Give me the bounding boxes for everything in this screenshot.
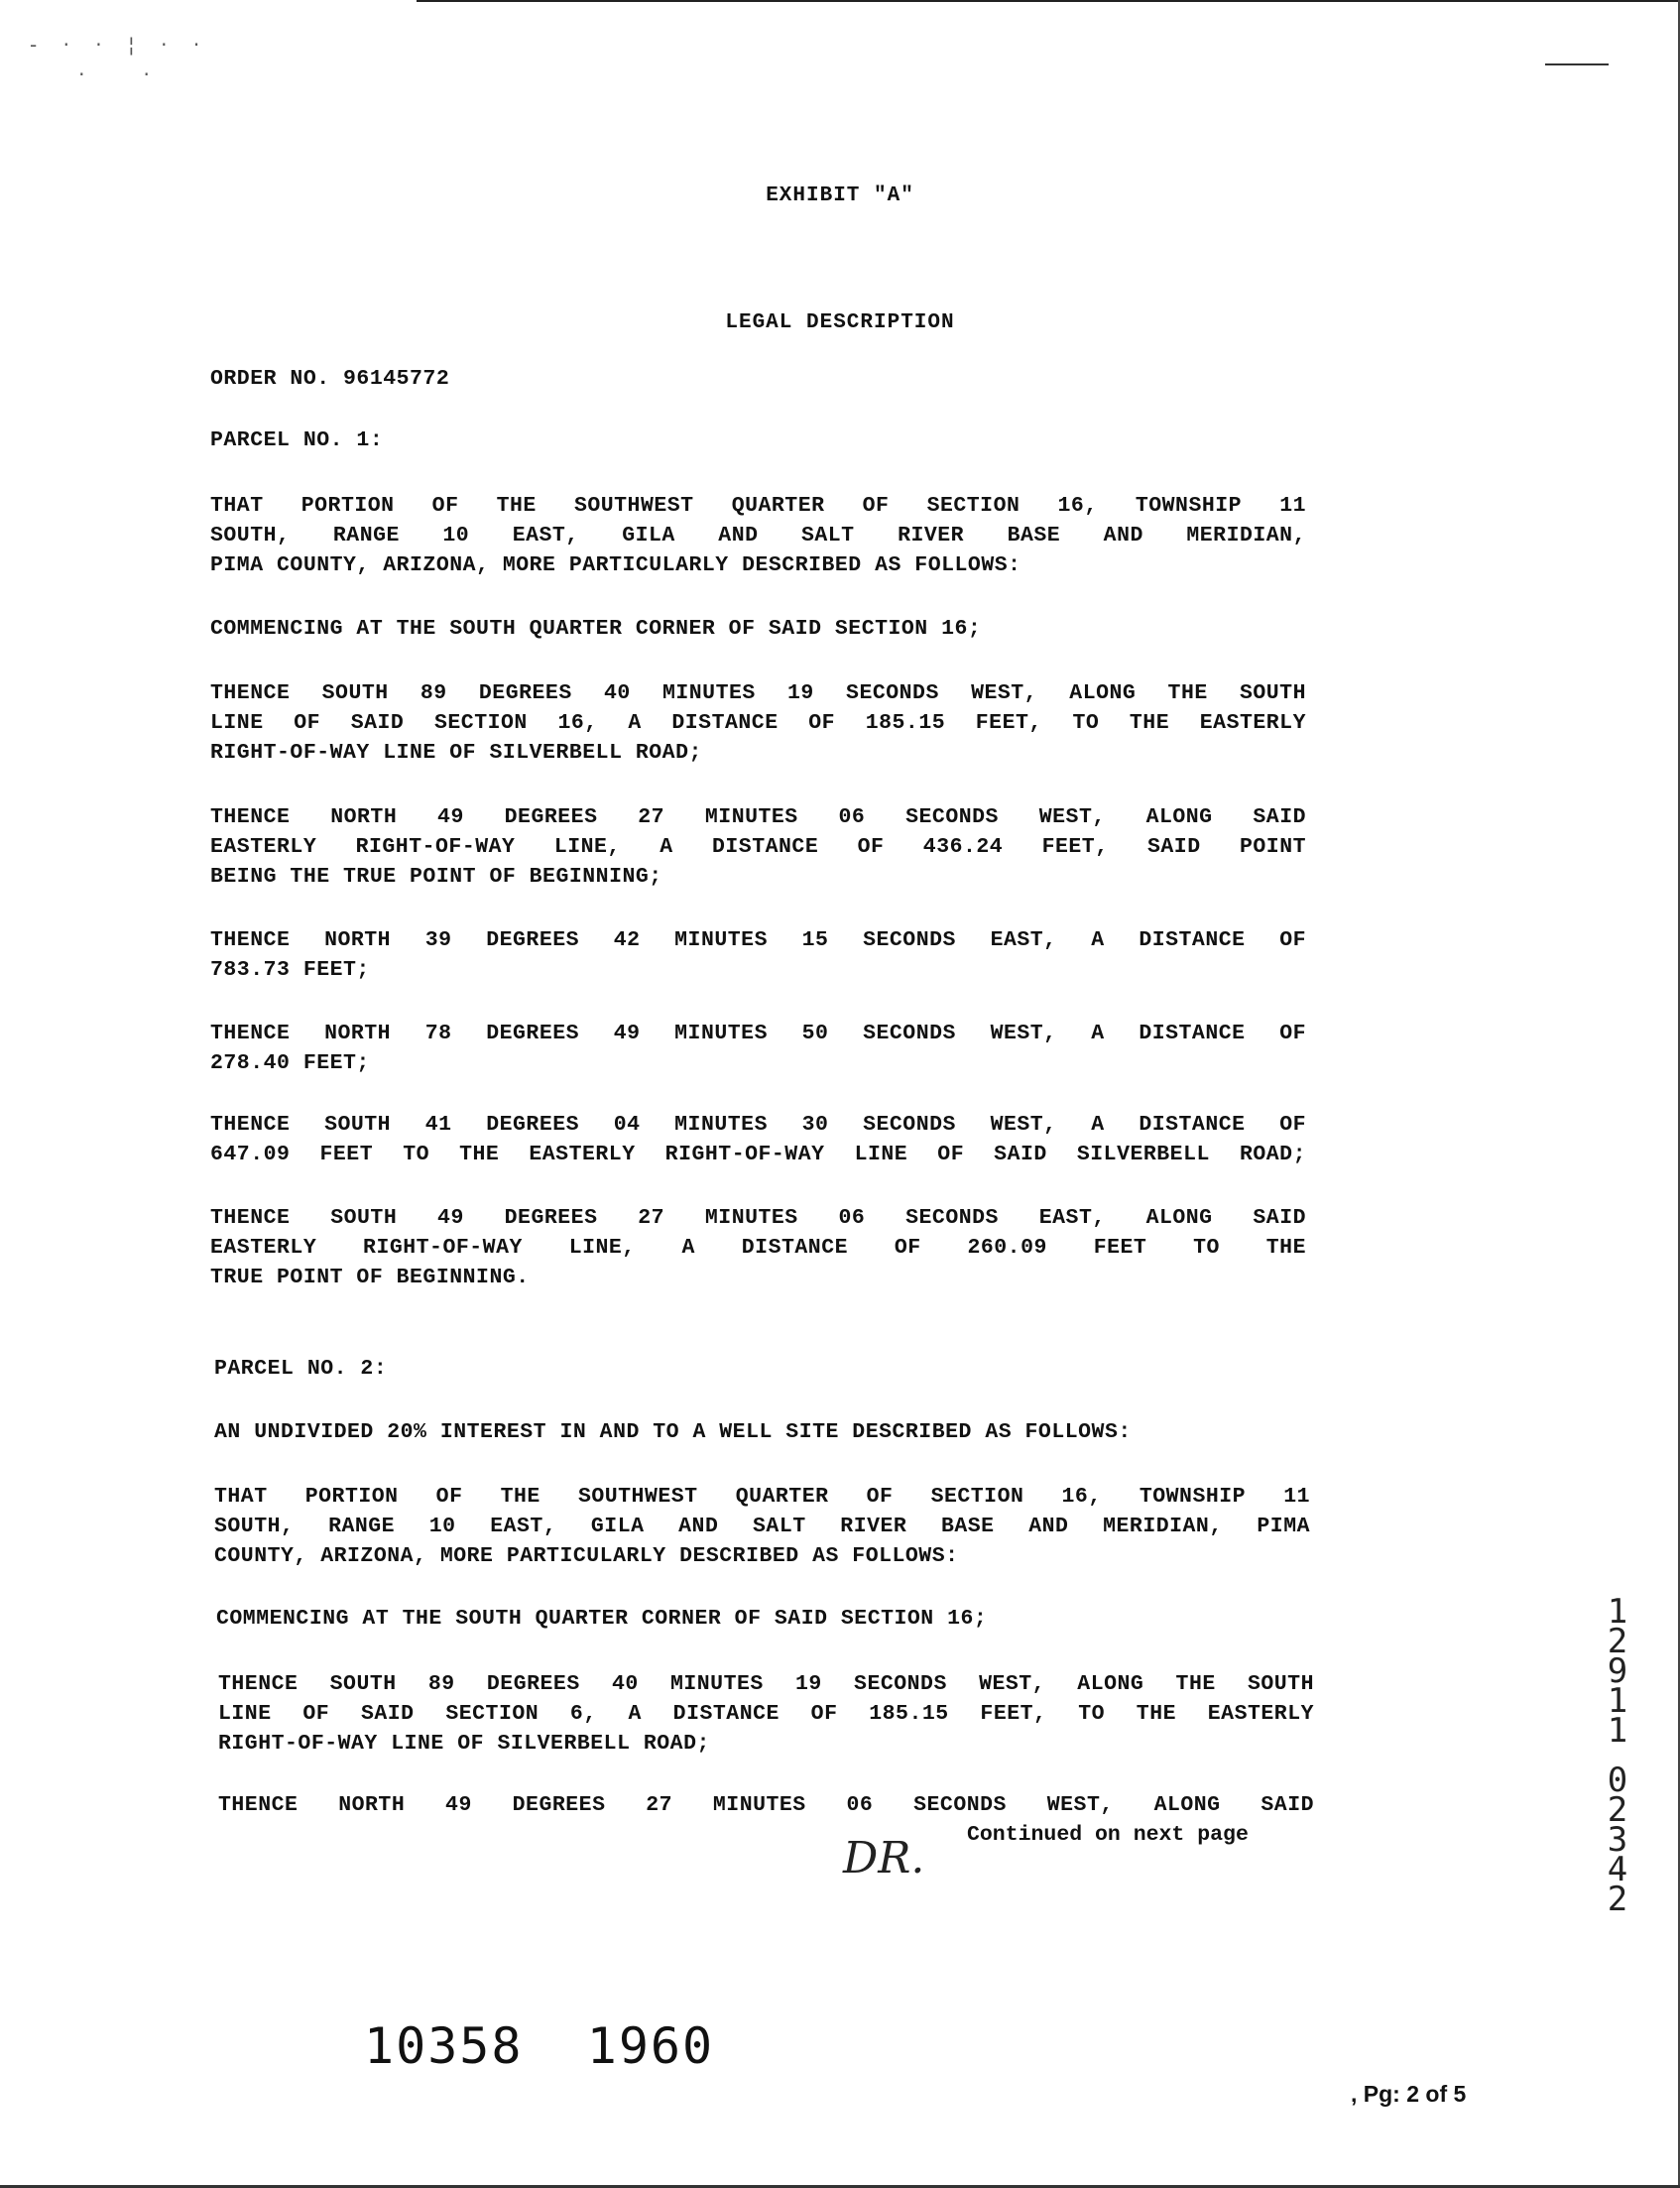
parcel-2-p2-line: COUNTY, ARIZONA, MORE PARTICULARLY DESCRIBED AS FOLLOWS: <box>214 1544 959 1568</box>
parcel-1-p8-line: THENCE SOUTH 49 DEGREES 27 MINUTES 06 SECONDS EAST, ALONG SAID <box>210 1206 1306 1230</box>
order-number: ORDER NO. 96145772 <box>210 367 450 391</box>
parcel-1-heading: PARCEL NO. 1: <box>210 428 384 452</box>
vertical-recording-stamp <box>1601 1592 1634 1919</box>
parcel-2-heading: PARCEL NO. 2: <box>214 1357 388 1381</box>
parcel-2-p2-line: THAT PORTION OF THE SOUTHWEST QUARTER OF SECTION 16, TOWNSHIP 11 <box>214 1485 1310 1509</box>
parcel-1-p3-line: RIGHT-OF-WAY LINE OF SILVERBELL ROAD; <box>210 741 702 765</box>
parcel-1-p3-line: THENCE SOUTH 89 DEGREES 40 MINUTES 19 SECONDS WEST, ALONG THE SOUTH <box>210 681 1306 705</box>
parcel-1-p1-line: PIMA COUNTY, ARIZONA, MORE PARTICULARLY DESCRIBED AS FOLLOWS: <box>210 553 1021 577</box>
page-number: , Pg: 2 of 5 <box>1351 2081 1467 2107</box>
scan-noise: - · · ¦ · · · · <box>30 33 210 86</box>
book-page-stamp: 10358 1960 <box>364 2017 715 2075</box>
parcel-1-p1-line: THAT PORTION OF THE SOUTHWEST QUARTER OF SECTION 16, TOWNSHIP 11 <box>210 494 1306 518</box>
parcel-1-p7-line: THENCE SOUTH 41 DEGREES 04 MINUTES 30 SECONDS WEST, A DISTANCE OF <box>210 1113 1306 1137</box>
parcel-1-p8-line: EASTERLY RIGHT-OF-WAY LINE, A DISTANCE OF 260.09 FEET TO THE <box>210 1236 1306 1260</box>
corner-mark <box>1545 63 1609 65</box>
parcel-2-p4-line: LINE OF SAID SECTION 6, A DISTANCE OF 185.15 FEET, TO THE EASTERLY <box>218 1702 1314 1726</box>
continued-note: Continued on next page <box>967 1823 1249 1847</box>
vertical-stamp-part-b: 02342 <box>1607 1761 1628 1919</box>
parcel-1-p3-line: LINE OF SAID SECTION 16, A DISTANCE OF 185.15 FEET, TO THE EASTERLY <box>210 711 1306 735</box>
parcel-1-p5-line: 783.73 FEET; <box>210 958 370 982</box>
legal-description-title: LEGAL DESCRIPTION <box>725 311 955 334</box>
scan-edge-top <box>417 0 1680 2</box>
parcel-1-p4-line: THENCE NORTH 49 DEGREES 27 MINUTES 06 SECONDS WEST, ALONG SAID <box>210 805 1306 829</box>
parcel-1-p5-line: THENCE NORTH 39 DEGREES 42 MINUTES 15 SECONDS EAST, A DISTANCE OF <box>210 928 1306 952</box>
parcel-1-p8-line: TRUE POINT OF BEGINNING. <box>210 1266 530 1289</box>
parcel-2-p5-line: THENCE NORTH 49 DEGREES 27 MINUTES 06 SECONDS WEST, ALONG SAID <box>218 1793 1314 1817</box>
parcel-1-p4-line: EASTERLY RIGHT-OF-WAY LINE, A DISTANCE OF 436.24 FEET, SAID POINT <box>210 835 1306 859</box>
parcel-1-p1-line: SOUTH, RANGE 10 EAST, GILA AND SALT RIVER BASE AND MERIDIAN, <box>210 524 1306 547</box>
parcel-1-p7-line: 647.09 FEET TO THE EASTERLY RIGHT-OF-WAY LINE OF SAID SILVERBELL ROAD; <box>210 1143 1306 1166</box>
parcel-1-p6-line: 278.40 FEET; <box>210 1051 370 1075</box>
parcel-2-p2-line: SOUTH, RANGE 10 EAST, GILA AND SALT RIVER BASE AND MERIDIAN, PIMA <box>214 1515 1310 1538</box>
vertical-stamp-part-a: 12911 <box>1607 1592 1628 1751</box>
handwritten-initials: DR. <box>843 1833 925 1884</box>
exhibit-title: EXHIBIT "A" <box>766 184 914 207</box>
parcel-1-p4-line: BEING THE TRUE POINT OF BEGINNING; <box>210 865 662 889</box>
parcel-1-p6-line: THENCE NORTH 78 DEGREES 49 MINUTES 50 SECONDS WEST, A DISTANCE OF <box>210 1022 1306 1045</box>
parcel-2-p4-line: RIGHT-OF-WAY LINE OF SILVERBELL ROAD; <box>218 1732 710 1756</box>
parcel-2-p3-line: COMMENCING AT THE SOUTH QUARTER CORNER OF SAID SECTION 16; <box>216 1607 988 1631</box>
parcel-2-p4-line: THENCE SOUTH 89 DEGREES 40 MINUTES 19 SECONDS WEST, ALONG THE SOUTH <box>218 1672 1314 1696</box>
parcel-2-p1-line: AN UNDIVIDED 20% INTEREST IN AND TO A WELL SITE DESCRIBED AS FOLLOWS: <box>214 1420 1132 1444</box>
parcel-1-p2-line: COMMENCING AT THE SOUTH QUARTER CORNER OF SAID SECTION 16; <box>210 617 982 641</box>
